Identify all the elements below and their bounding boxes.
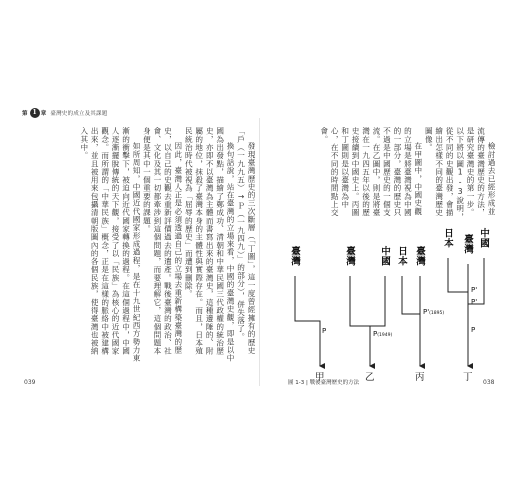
panel-bing-point (423, 308, 444, 316)
paragraph: 發現臺灣歷史的三次斷層（「丁圖」，這一度曾經擁有的歷史「戶（一九九五）→Ｐ（一九四九）」的部分），併失落了。 (236, 127, 256, 355)
panel-yi-end-label: 乙 (365, 372, 375, 383)
panel-yi-label-taiwan: 臺灣 (344, 246, 355, 266)
panel-yi-line-b (370, 276, 385, 366)
panel-yi-point-label: P (373, 330, 378, 338)
panel-ding-point-upper: P' (471, 286, 478, 294)
running-header (22, 107, 107, 119)
paragraph: 如所周知，中國近代國家形成過程，是在十九世紀西方勢力東漸的衝擊下，被迫向近代國家轉換的過程。在這個過程中，中國人逐漸擺脫傳統的天下觀，接受了以「民族」為核心的近代國家觀念。而所謂的「中華民族」概念，正是在這樣的脈絡中被建構出來，並且被用來包攝清朝版圖內的各個民族，使得臺灣也被納入其中。 (79, 127, 142, 363)
panel-jia-label-taiwan: 臺灣 (289, 246, 300, 266)
page-gutter (259, 118, 260, 386)
panel-yi-label-china: 中國 (379, 246, 390, 266)
chapter-number-badge: 1 (30, 108, 40, 118)
panel-ding-line-a (448, 258, 468, 292)
panel-jia-point: P (322, 327, 327, 335)
panel-ding-label-china: 中國 (478, 228, 489, 248)
panel-bing-point-label: P' (423, 308, 430, 316)
panel-yi-point-year: (1949) (377, 333, 393, 338)
left-page-body (26, 127, 256, 363)
panel-bing-label-taiwan: 臺灣 (414, 246, 425, 266)
panel-yi-point (373, 330, 392, 338)
chapter-prefix: 第 (22, 111, 28, 117)
panel-yi-line-a (350, 276, 370, 326)
panel-bing-label-japan: 日本 (396, 246, 407, 266)
panel-jia-line (295, 276, 320, 366)
running-title: 臺灣史的成立及其課題 (50, 111, 108, 117)
panel-bing-end-label: 丙 (415, 372, 425, 383)
page-number-right: 038 (483, 379, 495, 386)
panel-bing-point-year: (1895) (429, 311, 445, 316)
paragraph: 在甲圖中，中國史觀的立場是將臺灣視為中國的一部分，臺灣的歷史只不過是中國歷史的一個支流。在乙圖中，則是將臺灣在一九四五年以後的歷史接續到中國史上。丙圖和丁圖則是以臺灣為中心，在不同的時間點上交會。 (319, 127, 423, 217)
page-number-left: 039 (24, 379, 36, 386)
chapter-suffix: 章 (40, 111, 47, 117)
panel-ding-label-taiwan: 臺灣 (462, 234, 473, 254)
panel-bing-line-a (402, 276, 420, 314)
paragraph: 因此，臺灣人正是必須透過自己的立場去重新構築臺灣的歷史，以自己的史觀去重新評價過去的遺產。戰後臺灣的政治、社會、文化及其一切都牽涉到這個問題，而要理解它，這個問題本身便是其中一個重要的課題。 (142, 127, 183, 356)
panel-ding-end-label: 丁 (463, 372, 473, 383)
panel-ding-label-japan: 日本 (442, 228, 453, 248)
panel-ding-point-middle: P' (471, 298, 478, 306)
panel-ding-point-lower: P (471, 326, 476, 334)
right-page-body (266, 127, 496, 223)
paragraph: 檢討過去已經形成並流傳的臺灣歷史的方法，是研究臺灣史的第一步。以下將以圖1-3說明，從不同的史觀出發，會描繪出怎樣不同的臺灣歷史圖像。 (424, 127, 496, 221)
historiography-diagram (270, 226, 500, 386)
panel-jia-end-label: 甲 (315, 372, 325, 383)
paragraph: 換句話說，站在臺灣的立場來看，中國的臺灣史觀，即是以中國為出發點，描繪了鄭成功、清朝和中華民國三代政權的統治歷史，亦即不以臺灣為主體而書寫出來的臺灣史，這種邊陲的、附屬的地位，抹殺了臺灣本身的主體性與實際存在。而且，日本殖民統治時代被視為「屈辱的歷史」而遭到刪除。 (184, 127, 236, 363)
figure-caption: 圖 1-3 | 戰後臺灣歷史的方法 (288, 380, 360, 386)
